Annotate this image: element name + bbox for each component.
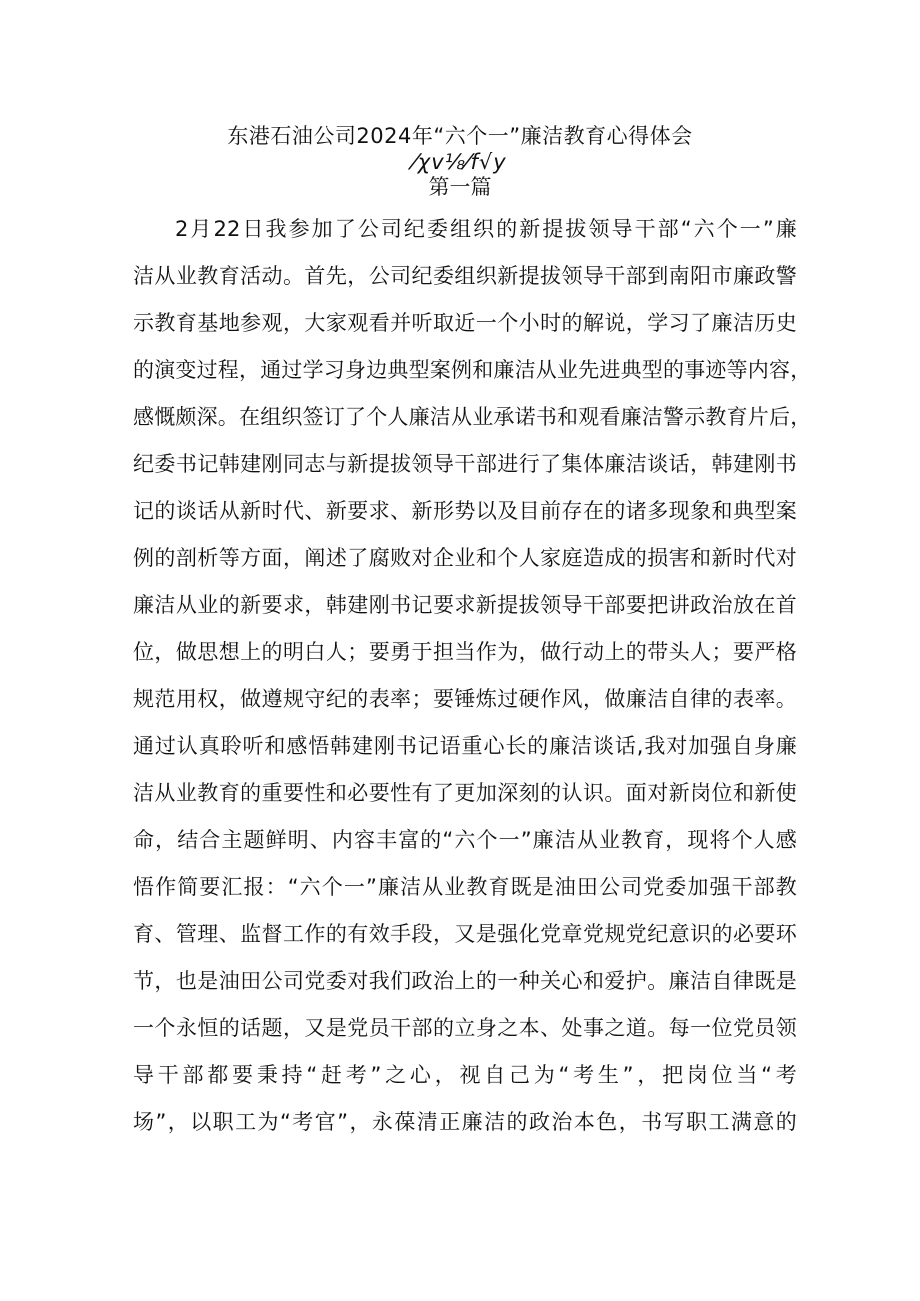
garbled-subtitle: ⁄χv⅛⁄f√y: [413, 150, 507, 174]
text-line: 通过认真聆听和感悟韩建刚书记语重心长的廉洁谈话,我对加强自身廉: [133, 734, 797, 758]
text-line: 节，也是油田公司党委对我们政治上的一种关心和爱护。廉洁自律既是: [133, 969, 797, 993]
text-line: 廉洁从业的新要求，韩建刚书记要求新提拔领导干部要把讲政治放在首: [133, 593, 797, 617]
body-paragraph: [133, 206, 812, 1146]
text-line: 一个永恒的话题，又是党员干部的立身之本、处事之道。每一位党员领: [133, 1016, 797, 1040]
section-heading: 第一篇: [428, 175, 492, 199]
text-line: 洁从业教育活动。首先，公司纪委组织新提拔领导干部到南阳市廉政警: [133, 264, 797, 288]
text-line: 洁从业教育的重要性和必要性有了更加深刻的认识。面对新岗位和新使: [133, 781, 797, 805]
text-line: 纪委书记韩建刚同志与新提拔领导干部进行了集体廉洁谈话，韩建刚书: [133, 452, 797, 476]
text-line: 示教育基地参观，大家观看并听取近一个小时的解说，学习了廉洁历史: [133, 311, 797, 335]
text-line: 育、管理、监督工作的有效手段，又是强化党章党规党纪意识的必要环: [133, 922, 797, 946]
text-line: 场”，以职工为“考官”，永葆清正廉洁的政治本色，书写职工满意的: [133, 1110, 797, 1134]
text-line: 导干部都要秉持“赶考”之心，视自己为“考生”，把岗位当“考: [133, 1063, 797, 1087]
text-line: 命，结合主题鲜明、内容丰富的“六个一”廉洁从业教育，现将个人感: [133, 828, 797, 852]
text-line: 感慨颇深。在组织签订了个人廉洁从业承诺书和观看廉洁警示教育片后，: [133, 405, 812, 429]
text-line: 2月22日我参加了公司纪委组织的新提拔领导干部“六个一”廉: [175, 217, 797, 241]
text-line: 的演变过程，通过学习身边典型案例和廉洁从业先进典型的事迹等内容，: [133, 358, 812, 382]
text-line: 记的谈话从新时代、新要求、新形势以及目前存在的诸多现象和典型案: [133, 499, 797, 523]
text-line: 例的剖析等方面，阐述了腐败对企业和个人家庭造成的损害和新时代对: [133, 546, 797, 570]
document-title: 东港石油公司2024年“六个一”廉洁教育心得体会: [227, 124, 693, 148]
text-line: 位，做思想上的明白人；要勇于担当作为，做行动上的带头人；要严格: [133, 640, 797, 664]
text-line: 规范用权，做遵规守纪的表率；要锤炼过硬作风，做廉洁自律的表率。: [133, 687, 797, 711]
text-line: 悟作简要汇报：“六个一”廉洁从业教育既是油田公司党委加强干部教: [133, 875, 797, 899]
